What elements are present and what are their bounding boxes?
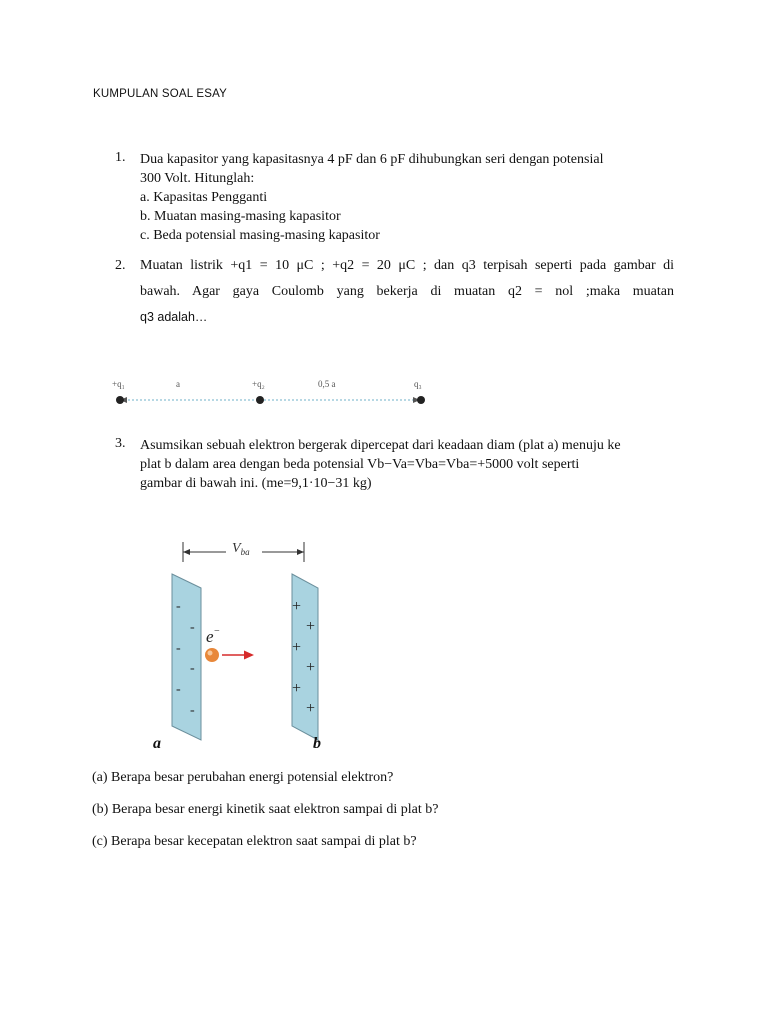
charge-q2-dot [256,396,264,404]
minus-sign: - [176,599,181,614]
electron-icon [205,648,219,662]
plus-sign: + [306,700,316,717]
electron-highlight [208,651,213,656]
q1-line: 300 Volt. Hitunglah: [140,171,255,186]
q3-number: 3. [115,436,126,451]
q3-line-1: Asumsikan sebuah elektron bergerak dipercepat dari keadaan diam (plat a) menuju ke [140,438,621,453]
plus-sign: + [292,680,302,697]
label-q3: q₃ [414,379,422,389]
q1-option-c: c. Beda potensial masing-masing kapasitor [140,228,380,243]
q2-line-3: q3 adalah… [140,310,208,324]
plus-sign: + [306,618,316,635]
charge-q3-dot [417,396,425,404]
voltage-label: $V_{ba}$ [232,541,250,557]
subquestion-b: (b) Berapa besar energi kinetik saat elektron sampai di plat b? [92,802,439,817]
minus-sign: - [176,682,181,697]
charge-q1-dot [116,396,124,404]
q2-line-1: Muatan listrik +q1 = 10 μC ; +q2 = 20 μC ; dan q3 terpisah seperti pada gambar di [140,258,674,273]
plate-a-label: a [153,735,161,752]
q3-line-3: gambar di bawah ini. (me=9,1·10−31 kg) [140,476,372,491]
electron-label: e− [206,626,221,646]
parallel-plates-diagram [140,530,360,760]
minus-sign: - [190,703,195,718]
q3-line-2: plat b dalam area dengan beda potensial Vb−Va=Vba=Vba=+5000 volt seperti [140,457,580,472]
q1-number: 1. [115,150,126,165]
q3-text [140,436,621,493]
q1-option-b: b. Muatan masing-masing kapasitor [140,209,341,224]
label-q2: +q₂ [252,379,265,389]
plus-sign: + [292,598,302,615]
minus-sign: - [190,661,195,676]
arrow-left-icon [183,549,190,555]
plus-sign: + [292,639,302,656]
arrow-right-icon [297,549,304,555]
q2-number: 2. [115,258,126,273]
label-distance-a: a [176,379,180,389]
q2-line-2: bawah. Agar gaya Coulomb yang bekerja di muatan q2 = nol ;maka muatan [140,284,674,299]
plate-b-label: b [313,735,321,752]
label-distance-half-a: 0,5 a [318,379,336,389]
plus-sign: + [306,659,316,676]
subquestion-c: (c) Berapa besar kecepatan elektron saat sampai di plat b? [92,834,417,849]
q1-line: Dua kapasitor yang kapasitasnya 4 pF dan 6 pF dihubungkan seri dengan potensial [140,152,604,167]
q1-option-a: a. Kapasitas Pengganti [140,190,268,205]
charges-diagram [100,372,440,412]
minus-sign: - [176,641,181,656]
subquestion-a: (a) Berapa besar perubahan energi potensial elektron? [92,770,394,785]
label-q1: +q₁ [112,379,125,389]
arrow-right-icon [244,651,254,660]
page-title: KUMPULAN SOAL ESAY [93,88,227,100]
minus-sign: - [190,620,195,635]
q1-text [140,150,603,245]
